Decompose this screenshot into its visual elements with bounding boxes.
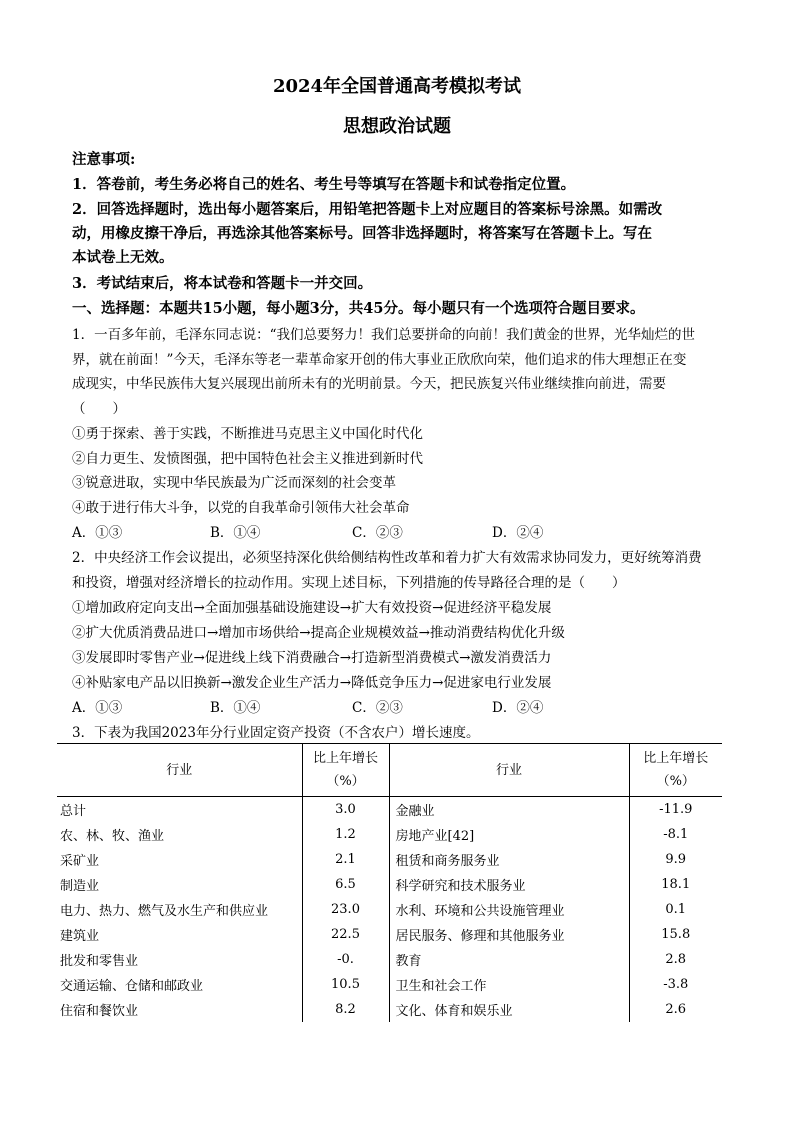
table-header-row xyxy=(57,744,722,797)
cell-growth-right: 18.1 xyxy=(629,872,722,897)
table-row xyxy=(57,847,722,872)
cell-growth-left: 6.5 xyxy=(302,872,389,897)
cell-industry-left: 农、林、牧、渔业 xyxy=(60,829,165,844)
cell-growth-left: 23.0 xyxy=(302,897,389,922)
table-row xyxy=(57,872,722,897)
cell-industry-left: 制造业 xyxy=(60,879,100,894)
table-row xyxy=(57,897,722,922)
notice-item-2-line-2: 动，用橡皮擦干净后，再选涂其他答案标号。回答非选择题时，将答案写在答题卡上。写在 xyxy=(72,225,652,242)
cell-growth-right: 2.8 xyxy=(629,947,722,972)
cell-growth-right: -8.1 xyxy=(629,822,722,847)
q1-stem-line-3: 成现实，中华民族伟大复兴展现出前所未有的光明前景。今天，把民族复兴伟业继续推向前进，需要 xyxy=(72,376,666,392)
cell-growth-right: 9.9 xyxy=(629,847,722,872)
table-row xyxy=(57,972,722,997)
q2-statement-3: ③发展即时零售产业→促进线上线下消费融合→打造新型消费模式→激发消费活力 xyxy=(72,650,552,666)
cell-growth-left: 22.5 xyxy=(302,922,389,947)
header-industry-right: 行业 xyxy=(389,744,629,797)
q1-stem-line-1: 1．一百多年前，毛泽东同志说：“我们总要努力！我们总要拼命的向前！我们黄金的世界，光华灿烂的世 xyxy=(72,327,695,343)
notice-item-3: 3．考试结束后，将本试卷和答题卡一并交回。 xyxy=(72,275,373,292)
q2-option-d: D．②④ xyxy=(492,700,544,716)
cell-growth-right: -3.8 xyxy=(629,972,722,997)
q2-option-b: B．①④ xyxy=(210,700,261,716)
notice-item-2-line-3: 本试卷上无效。 xyxy=(72,249,174,266)
q1-option-d: D．②④ xyxy=(492,525,544,541)
q1-option-c: C．②③ xyxy=(352,525,403,541)
cell-growth-left: 2.1 xyxy=(302,847,389,872)
cell-growth-right: 15.8 xyxy=(629,922,722,947)
cell-industry-left: 采矿业 xyxy=(60,854,100,869)
table-row xyxy=(57,947,722,972)
cell-growth-left: 10.5 xyxy=(302,972,389,997)
notice-item-1: 1．答卷前，考生务必将自己的姓名、考生号等填写在答题卡和试卷指定位置。 xyxy=(72,176,576,193)
notice-item-2-line-1: 2．回答选择题时，选出每小题答案后，用铅笔把答题卡上对应题目的答案标号涂黑。如需改 xyxy=(72,201,663,218)
table-row xyxy=(57,822,722,847)
cell-growth-left: -0. xyxy=(302,947,389,972)
q1-option-b: B．①④ xyxy=(210,525,261,541)
cell-industry-left: 总计 xyxy=(60,804,87,819)
cell-industry-right: 科学研究和技术服务业 xyxy=(389,872,629,897)
cell-industry-left: 批发和零售业 xyxy=(60,954,139,969)
q1-statement-1: ①勇于探索、善于实践，不断推进马克思主义中国化时代化 xyxy=(72,426,423,442)
cell-industry-right: 居民服务、修理和其他服务业 xyxy=(389,922,629,947)
q2-statement-1: ①增加政府定向支出→全面加强基础设施建设→扩大有效投资→促进经济平稳发展 xyxy=(72,600,552,616)
q1-statement-2: ②自力更生、发愤图强，把中国特色社会主义推进到新时代 xyxy=(72,451,423,467)
header-growth-left: 比上年增长 （%） xyxy=(302,744,389,797)
q2-option-a: A．①③ xyxy=(72,700,123,716)
cell-industry-left: 建筑业 xyxy=(60,929,100,944)
q2-statement-2: ②扩大优质消费品进口→增加市场供给→提高企业规模效益→推动消费结构优化升级 xyxy=(72,625,565,641)
q1-option-a: A．①③ xyxy=(72,525,123,541)
cell-industry-right: 水利、环境和公共设施管理业 xyxy=(389,897,629,922)
q3-stem: 3．下表为我国2023年分行业固定资产投资（不含农户）增长速度。 xyxy=(72,725,480,741)
cell-industry-left: 住宿和餐饮业 xyxy=(60,1004,139,1019)
q1-statement-3: ③锐意进取，实现中华民族最为广泛而深刻的社会变革 xyxy=(72,475,396,491)
cell-industry-left: 电力、热力、燃气及水生产和供应业 xyxy=(60,904,269,919)
cell-industry-right: 教育 xyxy=(389,947,629,972)
section-heading: 一、选择题：本题共15小题，每小题3分，共45分。每小题只有一个选项符合题目要求。 xyxy=(72,300,645,317)
cell-industry-right: 文化、体育和娱乐业 xyxy=(389,997,629,1022)
header-industry-left: 行业 xyxy=(57,744,302,797)
table-row xyxy=(57,997,722,1022)
cell-industry-right: 租赁和商务服务业 xyxy=(389,847,629,872)
q2-statement-4: ④补贴家电产品以旧换新→激发企业生产活力→降低竞争压力→促进家电行业发展 xyxy=(72,675,552,691)
q2-stem-line-2: 和投资，增强对经济增长的拉动作用。实现上述目标，下列措施的传导路径合理的是（ ） xyxy=(72,575,626,591)
notice-heading: 注意事项: xyxy=(72,151,136,168)
table-row xyxy=(57,797,722,823)
exam-title: 2024年全国普通高考模拟考试 xyxy=(272,76,522,97)
cell-industry-right: 房地产业[42] xyxy=(389,822,629,847)
cell-growth-right: 0.1 xyxy=(629,897,722,922)
cell-growth-right: -11.9 xyxy=(629,797,722,823)
investment-growth-table xyxy=(57,743,722,1022)
cell-industry-left: 交通运输、仓储和邮政业 xyxy=(60,979,204,994)
table-body xyxy=(57,797,722,1023)
q1-answer-blank: （ ） xyxy=(72,401,126,417)
table-row xyxy=(57,922,722,947)
cell-growth-left: 8.2 xyxy=(302,997,389,1022)
cell-industry-right: 金融业 xyxy=(389,797,629,823)
q2-stem-line-1: 2．中央经济工作会议提出，必须坚持深化供给侧结构性改革和着力扩大有效需求协同发力，更好统筹消费 xyxy=(72,550,702,566)
cell-growth-left: 1.2 xyxy=(302,822,389,847)
q2-option-c: C．②③ xyxy=(352,700,403,716)
header-growth-right: 比上年增长 （%） xyxy=(629,744,722,797)
q1-stem-line-2: 界，就在前面！”今天，毛泽东等老一辈革命家开创的伟大事业正欣欣向荣，他们追求的伟大理想正在变 xyxy=(72,352,687,368)
cell-growth-left: 3.0 xyxy=(302,797,389,823)
exam-subtitle: 思想政治试题 xyxy=(343,116,451,137)
cell-growth-right: 2.6 xyxy=(629,997,722,1022)
q1-statement-4: ④敢于进行伟大斗争，以党的自我革命引领伟大社会革命 xyxy=(72,500,410,516)
cell-industry-right: 卫生和社会工作 xyxy=(389,972,629,997)
